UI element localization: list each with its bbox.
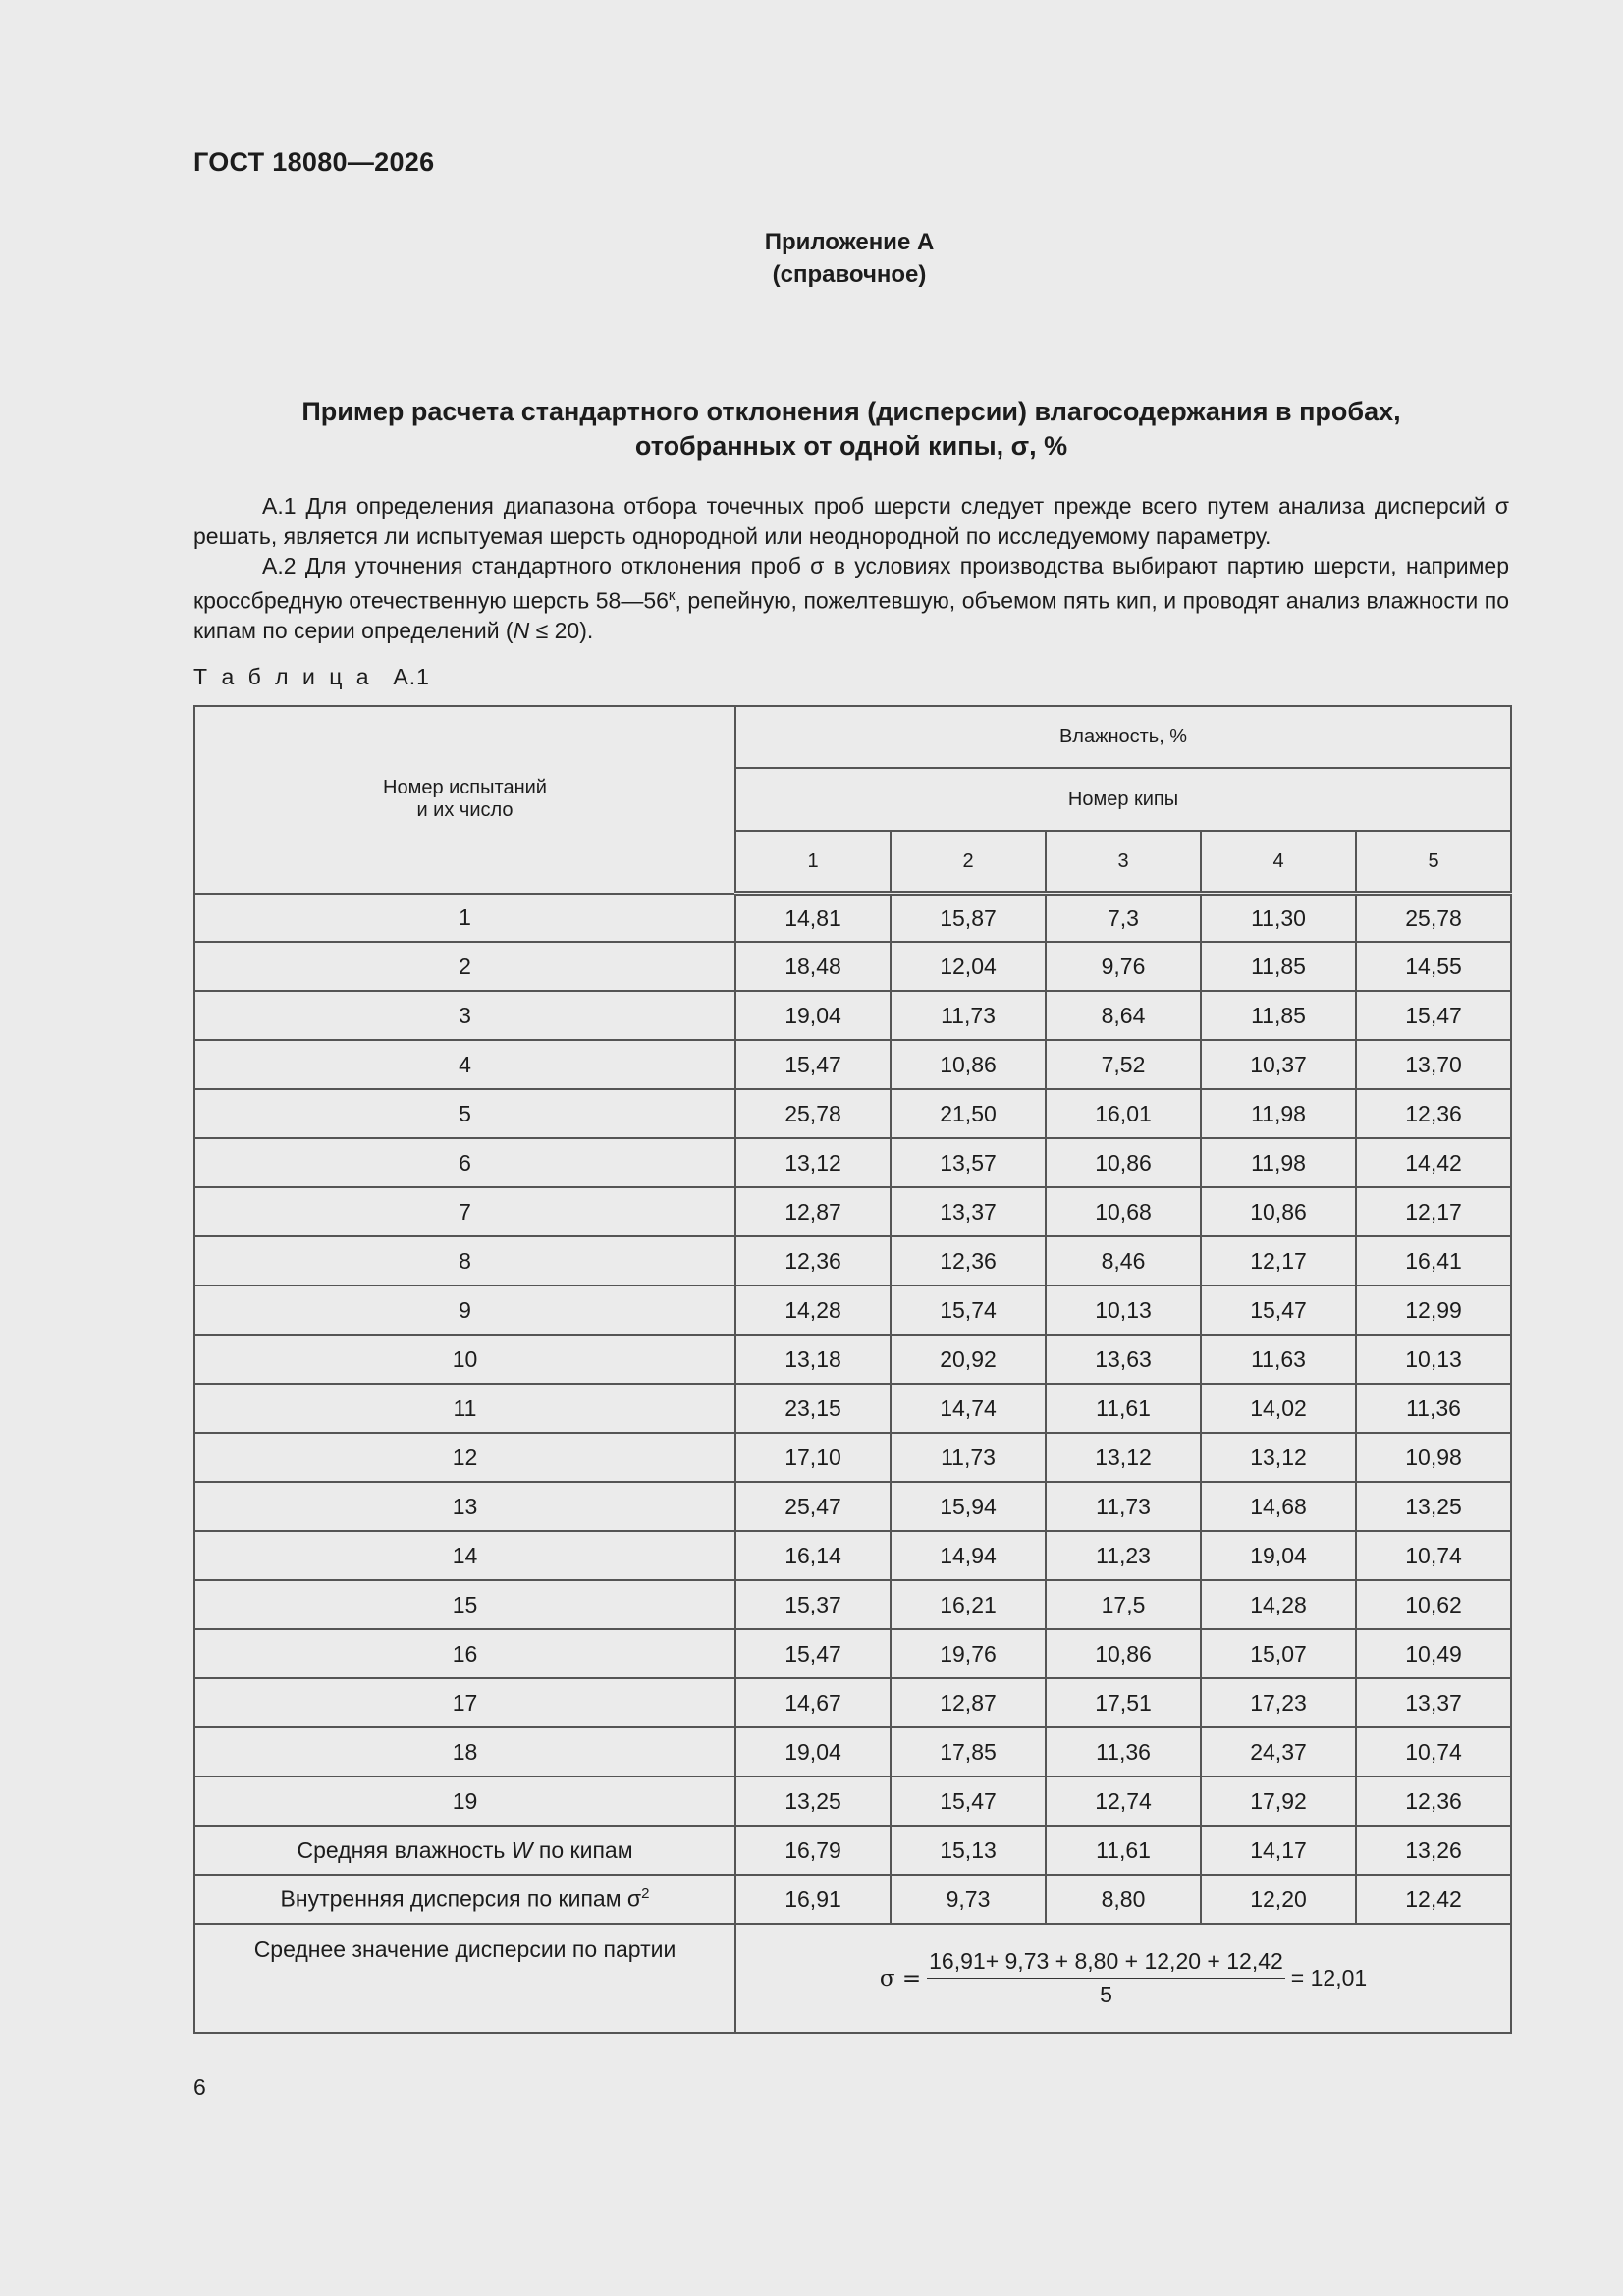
header-bale-col-5: 5 [1356, 831, 1511, 894]
moisture-cell-bale-3: 8,64 [1046, 991, 1201, 1040]
table-body [194, 894, 1511, 2034]
header-bale-col-2: 2 [891, 831, 1046, 894]
moisture-cell-bale-5: 13,37 [1356, 1678, 1511, 1727]
test-number-cell: 1 [194, 894, 735, 943]
moisture-cell-bale-4: 10,86 [1201, 1187, 1356, 1236]
moisture-cell-bale-3: 10,13 [1046, 1285, 1201, 1335]
moisture-cell-bale-3: 16,01 [1046, 1089, 1201, 1138]
moisture-cell-bale-3: 12,74 [1046, 1777, 1201, 1826]
moisture-cell-bale-2: 15,74 [891, 1285, 1046, 1335]
moisture-cell-bale-1: 25,47 [735, 1482, 891, 1531]
paragraph-a2 [193, 551, 1509, 645]
formula-denominator: 5 [1100, 1982, 1112, 2007]
mean-moisture-cell-bale-1: 16,79 [735, 1826, 891, 1875]
test-number-cell: 7 [194, 1187, 735, 1236]
moisture-cell-bale-4: 24,37 [1201, 1727, 1356, 1777]
mean-moisture-cell-bale-4: 14,17 [1201, 1826, 1356, 1875]
paragraph-a2-text [193, 551, 1509, 645]
test-number-cell: 13 [194, 1482, 735, 1531]
mean-dispersion-label: Среднее значение дисперсии по партии [194, 1924, 735, 2033]
formula-numerator: 16,91+ 9,73 + 8,80 + 12,20 + 12,42 [927, 1948, 1285, 1979]
dispersion-label-text: Внутренняя дисперсия по кипам σ [280, 1886, 642, 1912]
moisture-cell-bale-3: 17,5 [1046, 1580, 1201, 1629]
header-bale-col-4: 4 [1201, 831, 1356, 894]
appendix-heading [0, 226, 1623, 291]
moisture-cell-bale-4: 13,12 [1201, 1433, 1356, 1482]
moisture-cell-bale-1: 14,81 [735, 894, 891, 943]
moisture-cell-bale-5: 25,78 [1356, 894, 1511, 943]
test-number-cell: 2 [194, 942, 735, 991]
moisture-table [193, 705, 1512, 2034]
mean-moisture-cell-bale-2: 15,13 [891, 1826, 1046, 1875]
paragraph-a1 [193, 491, 1509, 551]
moisture-cell-bale-4: 11,85 [1201, 991, 1356, 1040]
moisture-cell-bale-1: 13,12 [735, 1138, 891, 1187]
table-row [194, 1580, 1511, 1629]
table-row [194, 1629, 1511, 1678]
moisture-cell-bale-4: 11,98 [1201, 1089, 1356, 1138]
test-number-cell: 5 [194, 1089, 735, 1138]
mean-moisture-label [194, 1826, 735, 1875]
table-caption [193, 664, 430, 690]
test-number-cell: 12 [194, 1433, 735, 1482]
moisture-cell-bale-4: 15,47 [1201, 1285, 1356, 1335]
moisture-cell-bale-2: 11,73 [891, 991, 1046, 1040]
moisture-cell-bale-2: 16,21 [891, 1580, 1046, 1629]
mean-label-w-symbol: W [511, 1836, 533, 1863]
paragraph-a2-part3: ≤ 20). [529, 617, 594, 643]
paragraph-a2-part1: А.2 Для уточнения стандартного отклонения проб σ в условиях производства выбирают партию шерсти, например кроссбредную отечественную шерсть 58—56 [193, 553, 1509, 614]
table-row [194, 1678, 1511, 1727]
dispersion-label-superscript: 2 [641, 1886, 650, 1903]
moisture-cell-bale-1: 23,15 [735, 1384, 891, 1433]
moisture-cell-bale-4: 17,23 [1201, 1678, 1356, 1727]
formula-fraction [927, 1948, 1285, 2008]
mean-moisture-row [194, 1826, 1511, 1875]
moisture-cell-bale-4: 10,37 [1201, 1040, 1356, 1089]
table-row [194, 1482, 1511, 1531]
dispersion-cell-bale-5: 12,42 [1356, 1875, 1511, 1924]
moisture-cell-bale-1: 13,18 [735, 1335, 891, 1384]
mean-label-part1: Средняя влажность [297, 1836, 512, 1863]
dispersion-cell-bale-4: 12,20 [1201, 1875, 1356, 1924]
section-title [193, 395, 1509, 464]
test-number-cell: 11 [194, 1384, 735, 1433]
moisture-cell-bale-3: 10,86 [1046, 1138, 1201, 1187]
page-number: 6 [193, 2074, 206, 2100]
paragraph-a2-n-symbol: N [513, 617, 530, 643]
moisture-cell-bale-4: 11,85 [1201, 942, 1356, 991]
table-row [194, 1089, 1511, 1138]
table-row [194, 1187, 1511, 1236]
moisture-cell-bale-5: 10,49 [1356, 1629, 1511, 1678]
moisture-cell-bale-5: 11,36 [1356, 1384, 1511, 1433]
moisture-cell-bale-1: 16,14 [735, 1531, 891, 1580]
header-test-number [194, 706, 735, 894]
formula-lhs: σ = [879, 1965, 922, 1992]
table-row [194, 1236, 1511, 1285]
moisture-cell-bale-5: 15,47 [1356, 991, 1511, 1040]
moisture-cell-bale-5: 10,74 [1356, 1727, 1511, 1777]
moisture-cell-bale-1: 12,87 [735, 1187, 891, 1236]
moisture-cell-bale-3: 17,51 [1046, 1678, 1201, 1727]
moisture-cell-bale-1: 15,47 [735, 1629, 891, 1678]
moisture-cell-bale-5: 13,70 [1356, 1040, 1511, 1089]
table-row [194, 894, 1511, 943]
header-bale-number: Номер кипы [735, 768, 1511, 831]
table-row [194, 1335, 1511, 1384]
paragraph-a2-part2: , репейную, пожелтевшую, объемом пять кип, и проводят анализ влажности по кипам по серии определений ( [193, 587, 1509, 643]
test-number-cell: 14 [194, 1531, 735, 1580]
moisture-cell-bale-4: 11,63 [1201, 1335, 1356, 1384]
test-number-cell: 6 [194, 1138, 735, 1187]
formula-result: = 12,01 [1290, 1965, 1368, 1991]
moisture-cell-bale-3: 11,61 [1046, 1384, 1201, 1433]
mean-label-part2: по кипам [532, 1836, 633, 1863]
header-test-number-line2: и их число [416, 799, 514, 822]
moisture-cell-bale-5: 10,13 [1356, 1335, 1511, 1384]
moisture-cell-bale-1: 12,36 [735, 1236, 891, 1285]
moisture-cell-bale-2: 21,50 [891, 1089, 1046, 1138]
header-moisture: Влажность, % [735, 706, 1511, 768]
moisture-cell-bale-1: 14,28 [735, 1285, 891, 1335]
test-number-cell: 18 [194, 1727, 735, 1777]
test-number-cell: 8 [194, 1236, 735, 1285]
moisture-cell-bale-3: 8,46 [1046, 1236, 1201, 1285]
dispersion-cell-bale-1: 16,91 [735, 1875, 891, 1924]
moisture-cell-bale-1: 18,48 [735, 942, 891, 991]
moisture-cell-bale-5: 14,42 [1356, 1138, 1511, 1187]
dispersion-row [194, 1875, 1511, 1924]
moisture-cell-bale-5: 14,55 [1356, 942, 1511, 991]
moisture-cell-bale-3: 10,86 [1046, 1629, 1201, 1678]
moisture-cell-bale-2: 12,36 [891, 1236, 1046, 1285]
moisture-cell-bale-3: 13,12 [1046, 1433, 1201, 1482]
moisture-cell-bale-2: 11,73 [891, 1433, 1046, 1482]
section-title-line2: отобранных от одной кипы, σ, % [634, 431, 1068, 461]
test-number-cell: 9 [194, 1285, 735, 1335]
table-row [194, 1727, 1511, 1777]
test-number-cell: 3 [194, 991, 735, 1040]
dispersion-formula-cell [735, 1924, 1511, 2033]
moisture-cell-bale-2: 15,87 [891, 894, 1046, 943]
moisture-cell-bale-3: 10,68 [1046, 1187, 1201, 1236]
moisture-cell-bale-4: 11,98 [1201, 1138, 1356, 1187]
moisture-cell-bale-4: 14,28 [1201, 1580, 1356, 1629]
paragraph-a2-superscript: к [668, 586, 676, 604]
moisture-cell-bale-4: 14,02 [1201, 1384, 1356, 1433]
dispersion-label [194, 1875, 735, 1924]
dispersion-cell-bale-3: 8,80 [1046, 1875, 1201, 1924]
header-bale-col-3: 3 [1046, 831, 1201, 894]
moisture-cell-bale-2: 12,87 [891, 1678, 1046, 1727]
moisture-cell-bale-2: 12,04 [891, 942, 1046, 991]
table-row [194, 1531, 1511, 1580]
moisture-cell-bale-1: 19,04 [735, 1727, 891, 1777]
moisture-cell-bale-1: 19,04 [735, 991, 891, 1040]
moisture-cell-bale-5: 10,62 [1356, 1580, 1511, 1629]
moisture-cell-bale-2: 15,94 [891, 1482, 1046, 1531]
moisture-cell-bale-1: 17,10 [735, 1433, 891, 1482]
moisture-cell-bale-4: 11,30 [1201, 894, 1356, 943]
moisture-cell-bale-5: 10,74 [1356, 1531, 1511, 1580]
test-number-cell: 15 [194, 1580, 735, 1629]
moisture-cell-bale-3: 7,3 [1046, 894, 1201, 943]
moisture-cell-bale-1: 15,47 [735, 1040, 891, 1089]
moisture-cell-bale-5: 12,36 [1356, 1777, 1511, 1826]
table-row [194, 1384, 1511, 1433]
moisture-cell-bale-2: 20,92 [891, 1335, 1046, 1384]
moisture-cell-bale-5: 13,25 [1356, 1482, 1511, 1531]
moisture-cell-bale-5: 16,41 [1356, 1236, 1511, 1285]
moisture-cell-bale-5: 12,36 [1356, 1089, 1511, 1138]
table-row [194, 1138, 1511, 1187]
table-row [194, 991, 1511, 1040]
moisture-cell-bale-5: 12,99 [1356, 1285, 1511, 1335]
moisture-cell-bale-2: 15,47 [891, 1777, 1046, 1826]
test-number-cell: 16 [194, 1629, 735, 1678]
table-caption-number: А.1 [393, 664, 430, 689]
moisture-cell-bale-1: 25,78 [735, 1089, 891, 1138]
mean-dispersion-row [194, 1924, 1511, 2033]
section-title-line1: Пример расчета стандартного отклонения (дисперсии) влагосодержания в пробах, [301, 397, 1401, 426]
appendix-label: Приложение А [764, 229, 935, 255]
paragraph-a1-text: А.1 Для определения диапазона отбора точечных проб шерсти следует прежде всего путем анализа дисперсий σ решать, является ли испытуемая шерсть однородной или неоднородной по исследуемому параметру. [193, 493, 1509, 549]
moisture-cell-bale-2: 14,94 [891, 1531, 1046, 1580]
moisture-cell-bale-4: 17,92 [1201, 1777, 1356, 1826]
moisture-cell-bale-4: 19,04 [1201, 1531, 1356, 1580]
moisture-cell-bale-3: 11,73 [1046, 1482, 1201, 1531]
document-code: ГОСТ 18080—2026 [193, 147, 435, 177]
moisture-cell-bale-3: 11,23 [1046, 1531, 1201, 1580]
moisture-cell-bale-4: 14,68 [1201, 1482, 1356, 1531]
mean-moisture-cell-bale-5: 13,26 [1356, 1826, 1511, 1875]
moisture-cell-bale-2: 14,74 [891, 1384, 1046, 1433]
table-header [194, 706, 1511, 894]
moisture-cell-bale-3: 11,36 [1046, 1727, 1201, 1777]
table-row [194, 1285, 1511, 1335]
table-row [194, 1433, 1511, 1482]
moisture-cell-bale-2: 13,57 [891, 1138, 1046, 1187]
moisture-cell-bale-5: 12,17 [1356, 1187, 1511, 1236]
test-number-cell: 10 [194, 1335, 735, 1384]
mean-moisture-cell-bale-3: 11,61 [1046, 1826, 1201, 1875]
moisture-cell-bale-1: 14,67 [735, 1678, 891, 1727]
moisture-cell-bale-1: 15,37 [735, 1580, 891, 1629]
table-row [194, 942, 1511, 991]
dispersion-cell-bale-2: 9,73 [891, 1875, 1046, 1924]
moisture-cell-bale-2: 17,85 [891, 1727, 1046, 1777]
dispersion-formula [880, 1948, 1367, 2008]
moisture-cell-bale-3: 13,63 [1046, 1335, 1201, 1384]
test-number-cell: 17 [194, 1678, 735, 1727]
moisture-cell-bale-4: 15,07 [1201, 1629, 1356, 1678]
moisture-cell-bale-4: 12,17 [1201, 1236, 1356, 1285]
moisture-cell-bale-3: 7,52 [1046, 1040, 1201, 1089]
moisture-cell-bale-3: 9,76 [1046, 942, 1201, 991]
header-test-number-line1: Номер испытаний [383, 777, 547, 799]
moisture-cell-bale-2: 10,86 [891, 1040, 1046, 1089]
appendix-type: (справочное) [772, 261, 927, 288]
test-number-cell: 19 [194, 1777, 735, 1826]
moisture-cell-bale-5: 10,98 [1356, 1433, 1511, 1482]
moisture-cell-bale-2: 13,37 [891, 1187, 1046, 1236]
table-caption-label: Т а б л и ц а [193, 664, 373, 689]
test-number-cell: 4 [194, 1040, 735, 1089]
table-row [194, 1040, 1511, 1089]
table-row [194, 1777, 1511, 1826]
header-bale-col-1: 1 [735, 831, 891, 894]
moisture-cell-bale-2: 19,76 [891, 1629, 1046, 1678]
moisture-cell-bale-1: 13,25 [735, 1777, 891, 1826]
